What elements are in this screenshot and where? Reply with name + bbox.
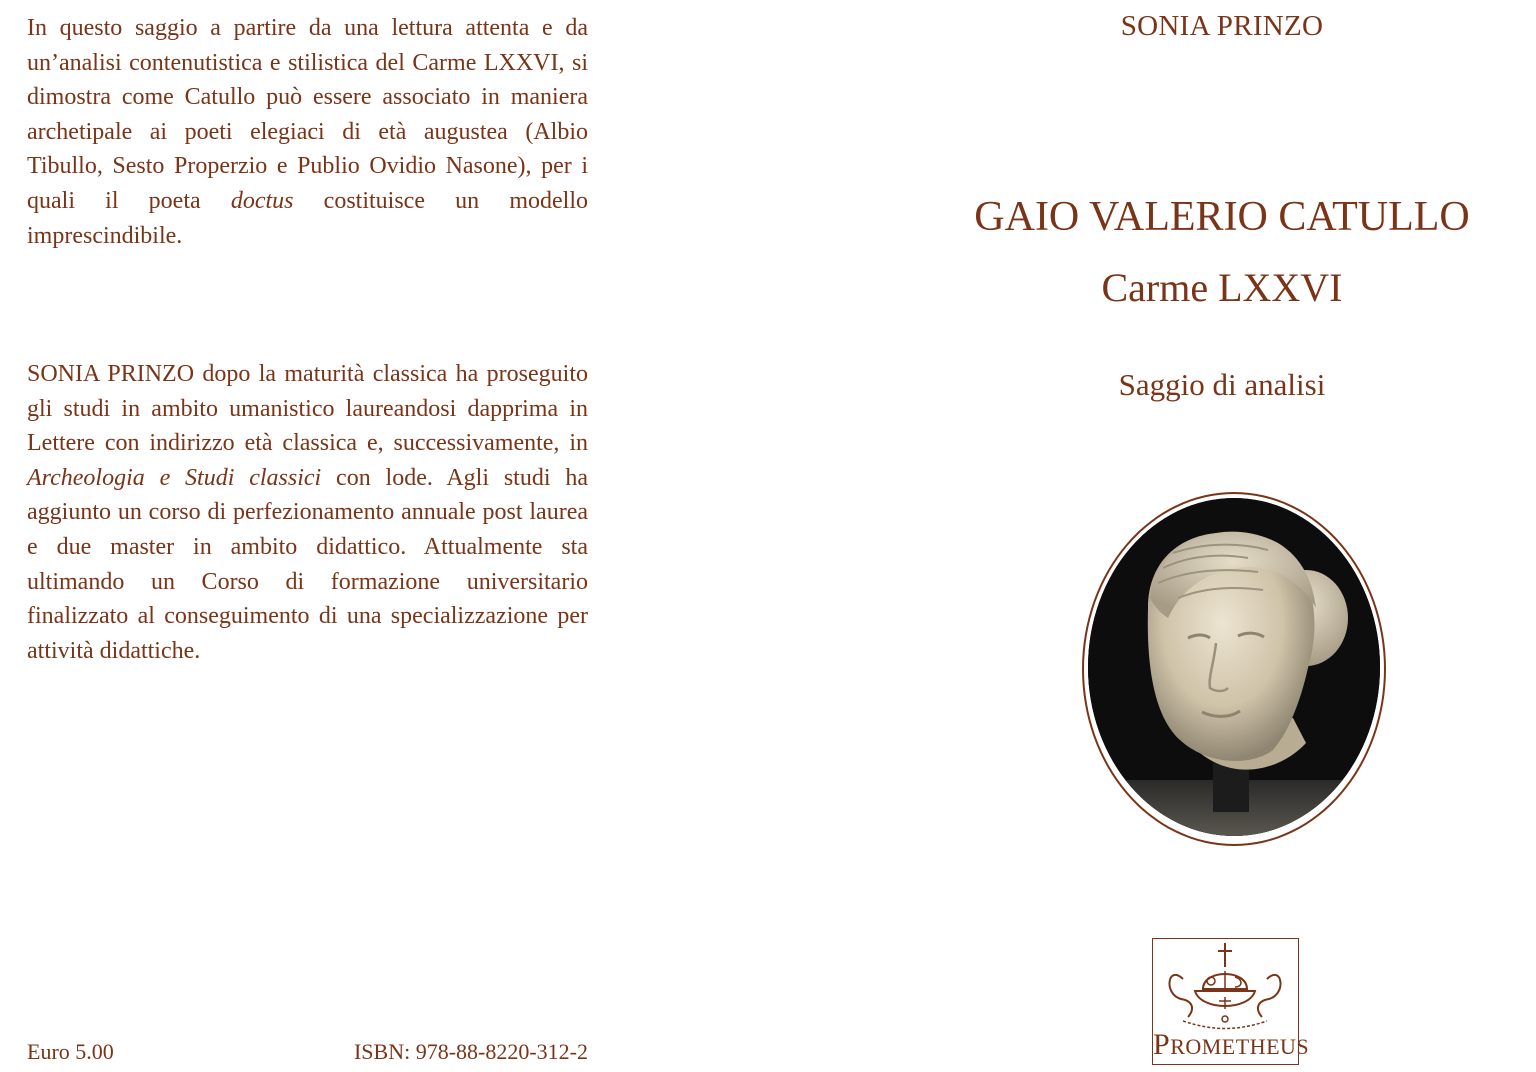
publisher-name [1153, 1028, 1310, 1062]
front-cover [768, 0, 1536, 1072]
price: Euro 5.00 [27, 1039, 114, 1064]
bio-italic: Archeologia e Studi classici [27, 464, 322, 491]
author-name: SONIA PRINZO [1120, 10, 1324, 42]
book-title: GAIO VALERIO CATULLO [974, 194, 1470, 240]
author-bio [27, 357, 588, 668]
publisher-name-rest: ROMETHEUS [1170, 1034, 1310, 1059]
bio-text-2: con lode. Agli studi ha aggiunto un corso di perfezionamento annuale post laurea e due master in ambito didattico. Attualmente sta ultimando un Corso di formazione universitario finalizzato al conseguimento di una specializzazione per attività didattiche. [27, 464, 588, 664]
book-description [27, 11, 588, 253]
prometheus-emblem-icon [1153, 939, 1298, 1034]
marble-head-illustration [1088, 498, 1380, 836]
marble-head-portrait [1088, 498, 1380, 836]
book-subtitle: Carme LXXVI [1101, 265, 1343, 310]
bio-text-1: SONIA PRINZO dopo la maturità classica ha proseguito gli studi in ambito umanistico laureandosi dapprima in Lettere con indirizzo età classica e, successivamente, in [27, 361, 588, 457]
description-text-1: In questo saggio a partire da una lettura attenta e da un’analisi contenutistica e stilistica del Carme LXXVI, si dimostra come Catullo può essere associato in maniera archetipale ai poeti elegiaci di età augustea (Albio Tibullo, Sesto Properzio e Publio Ovidio Nasone), per i quali il poeta [27, 15, 588, 214]
publisher-logo [1152, 938, 1310, 1065]
description-text-2: costituisce un modello imprescindibile. [27, 187, 588, 249]
book-tagline: Saggio di analisi [1118, 367, 1326, 402]
isbn: ISBN: 978-88-8220-312-2 [353, 1039, 588, 1064]
description-italic: doctus [230, 187, 294, 214]
publisher-name-initial: P [1153, 1028, 1171, 1061]
